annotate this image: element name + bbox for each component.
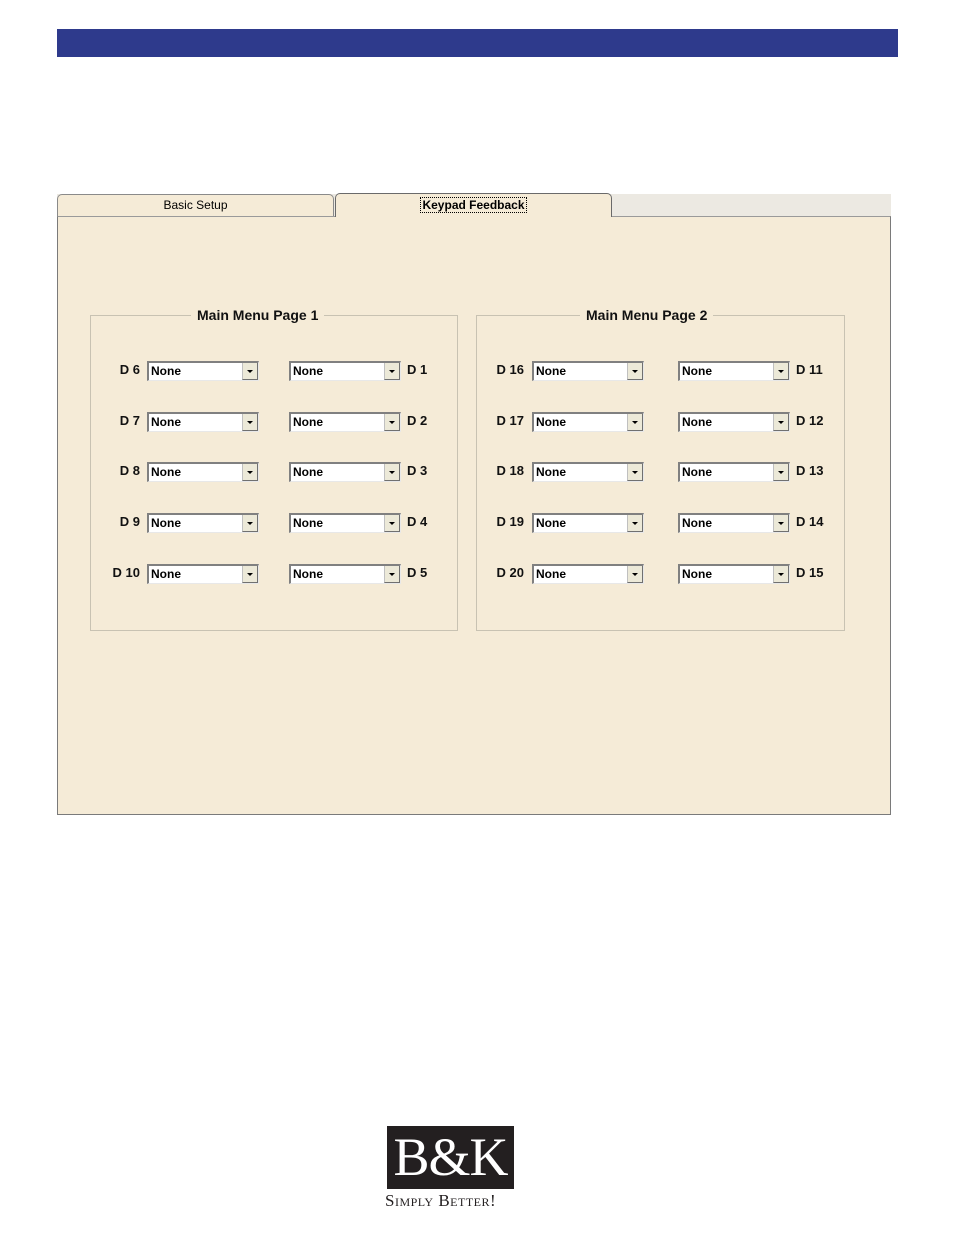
- tab-basic-setup-label: Basic Setup: [163, 198, 228, 212]
- dropdown-button[interactable]: [773, 464, 789, 481]
- field-label: D 13: [796, 463, 824, 478]
- dropdown-button[interactable]: [384, 566, 400, 583]
- select-value: None: [682, 465, 712, 479]
- chevron-down-icon: [247, 471, 253, 474]
- group-main-menu-page-1: [90, 307, 458, 631]
- field-label: D 9: [119, 514, 140, 529]
- field-label: D 10: [112, 565, 140, 580]
- field-label: D 16: [496, 362, 524, 377]
- feedback-select[interactable]: [532, 361, 644, 381]
- tab-keypad-feedback-label: Keypad Feedback: [422, 198, 525, 212]
- dropdown-button[interactable]: [773, 363, 789, 380]
- chevron-down-icon: [632, 573, 638, 576]
- feedback-select[interactable]: [147, 361, 259, 381]
- field-label: D 1: [407, 362, 428, 377]
- field-label: D 17: [496, 413, 524, 428]
- chevron-down-icon: [389, 573, 395, 576]
- select-value: None: [293, 364, 323, 378]
- feedback-select[interactable]: [289, 513, 401, 533]
- dropdown-button[interactable]: [627, 464, 643, 481]
- feedback-select[interactable]: [678, 513, 790, 533]
- select-value: None: [536, 364, 566, 378]
- select-value: None: [151, 364, 181, 378]
- field-label: D 4: [407, 514, 428, 529]
- feedback-select[interactable]: [678, 462, 790, 482]
- field-label: D 6: [119, 362, 140, 377]
- select-value: None: [682, 364, 712, 378]
- chevron-down-icon: [632, 471, 638, 474]
- dropdown-button[interactable]: [242, 363, 258, 380]
- select-value: None: [293, 415, 323, 429]
- select-value: None: [293, 516, 323, 530]
- dropdown-button[interactable]: [384, 363, 400, 380]
- header-bar: [57, 29, 898, 57]
- dropdown-button[interactable]: [242, 566, 258, 583]
- select-value: None: [151, 415, 181, 429]
- chevron-down-icon: [389, 471, 395, 474]
- select-value: None: [536, 465, 566, 479]
- tab-keypad-feedback[interactable]: [335, 193, 612, 217]
- feedback-select[interactable]: [678, 412, 790, 432]
- tab-basic-setup[interactable]: [57, 194, 334, 216]
- select-value: None: [536, 567, 566, 581]
- group-title: Main Menu Page 1: [191, 307, 324, 323]
- field-label: D 3: [407, 463, 428, 478]
- chevron-down-icon: [389, 421, 395, 424]
- feedback-select[interactable]: [147, 412, 259, 432]
- group-title: Main Menu Page 2: [580, 307, 713, 323]
- field-label: D 14: [796, 514, 824, 529]
- chevron-down-icon: [389, 370, 395, 373]
- feedback-select[interactable]: [532, 412, 644, 432]
- select-value: None: [293, 465, 323, 479]
- feedback-select[interactable]: [532, 513, 644, 533]
- select-value: None: [151, 465, 181, 479]
- chevron-down-icon: [778, 573, 784, 576]
- chevron-down-icon: [247, 370, 253, 373]
- dropdown-button[interactable]: [242, 515, 258, 532]
- dropdown-button[interactable]: [242, 464, 258, 481]
- chevron-down-icon: [389, 522, 395, 525]
- field-label: D 15: [796, 565, 824, 580]
- field-label: D 20: [496, 565, 524, 580]
- chevron-down-icon: [778, 370, 784, 373]
- keypad-feedback-panel: [57, 216, 891, 815]
- field-label: D 12: [796, 413, 824, 428]
- logo-tagline: Simply Better!: [385, 1191, 497, 1210]
- chevron-down-icon: [632, 370, 638, 373]
- field-label: D 5: [407, 565, 428, 580]
- bk-logo: [385, 1126, 515, 1210]
- chevron-down-icon: [778, 471, 784, 474]
- chevron-down-icon: [247, 421, 253, 424]
- field-label: D 11: [796, 362, 823, 377]
- select-value: None: [151, 567, 181, 581]
- dropdown-button[interactable]: [627, 363, 643, 380]
- select-value: None: [151, 516, 181, 530]
- feedback-select[interactable]: [147, 564, 259, 584]
- chevron-down-icon: [632, 522, 638, 525]
- logo-mark: B&K: [387, 1126, 514, 1189]
- dropdown-button[interactable]: [627, 414, 643, 431]
- field-label: D 8: [119, 463, 140, 478]
- dropdown-button[interactable]: [384, 515, 400, 532]
- field-label: D 7: [119, 413, 140, 428]
- feedback-select[interactable]: [147, 513, 259, 533]
- dropdown-button[interactable]: [627, 566, 643, 583]
- chevron-down-icon: [247, 522, 253, 525]
- chevron-down-icon: [778, 522, 784, 525]
- select-value: None: [293, 567, 323, 581]
- field-label: D 18: [496, 463, 524, 478]
- dropdown-button[interactable]: [773, 515, 789, 532]
- feedback-select[interactable]: [289, 462, 401, 482]
- field-label: D 19: [496, 514, 524, 529]
- dropdown-button[interactable]: [627, 515, 643, 532]
- feedback-select[interactable]: [678, 361, 790, 381]
- select-value: None: [536, 516, 566, 530]
- feedback-select[interactable]: [532, 564, 644, 584]
- feedback-select[interactable]: [289, 361, 401, 381]
- field-label: D 2: [407, 413, 428, 428]
- dropdown-button[interactable]: [384, 464, 400, 481]
- dropdown-button[interactable]: [773, 566, 789, 583]
- select-value: None: [536, 415, 566, 429]
- chevron-down-icon: [778, 421, 784, 424]
- select-value: None: [682, 516, 712, 530]
- feedback-select[interactable]: [678, 564, 790, 584]
- chevron-down-icon: [247, 573, 253, 576]
- dropdown-button[interactable]: [384, 414, 400, 431]
- select-value: None: [682, 415, 712, 429]
- feedback-select[interactable]: [147, 462, 259, 482]
- chevron-down-icon: [632, 421, 638, 424]
- feedback-select[interactable]: [289, 412, 401, 432]
- dropdown-button[interactable]: [242, 414, 258, 431]
- feedback-select[interactable]: [289, 564, 401, 584]
- dropdown-button[interactable]: [773, 414, 789, 431]
- select-value: None: [682, 567, 712, 581]
- feedback-select[interactable]: [532, 462, 644, 482]
